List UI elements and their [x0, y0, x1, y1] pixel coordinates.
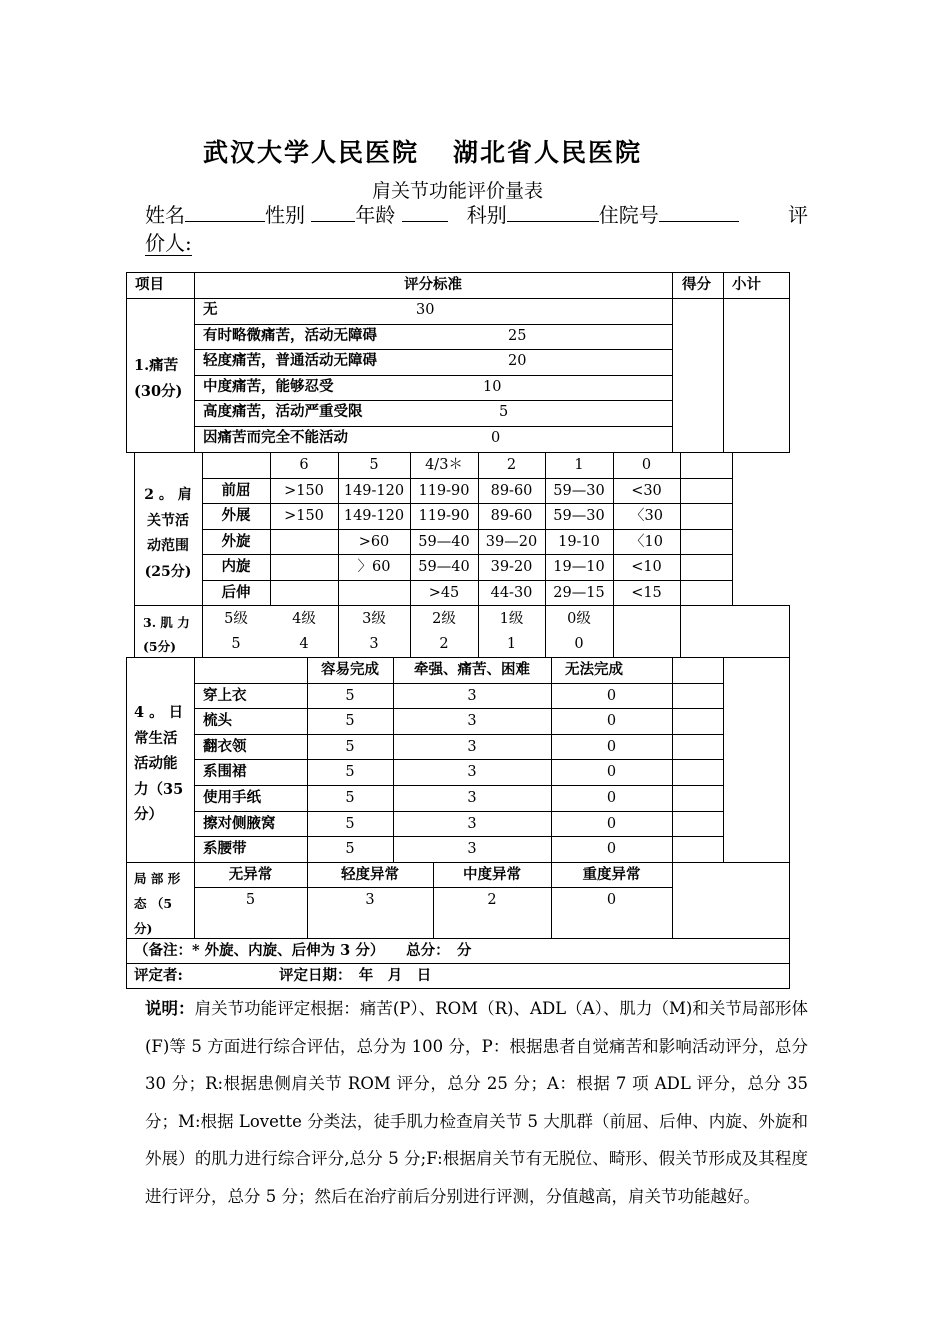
rom-score-header: 1	[574, 457, 584, 473]
strength-score: 4	[299, 636, 309, 652]
notes-lead: 说明：	[145, 999, 195, 1018]
adl-value: 0	[606, 790, 617, 806]
rom-label-line: (25分)	[144, 563, 192, 580]
rom-value: 39—20	[485, 534, 538, 550]
adl-task: 翻衣领	[203, 738, 247, 755]
adl-value: 5	[345, 790, 355, 806]
evaluator-label-2: 价人:	[145, 231, 192, 255]
strength-grade: 4级	[292, 611, 316, 627]
form-header: 重度异常	[582, 866, 641, 883]
rom-score-header: 2	[506, 457, 517, 473]
rom-value: 19—10	[553, 559, 605, 575]
form-header: 中度异常	[463, 866, 521, 883]
pain-score-4: 5	[499, 404, 509, 420]
form-title: 肩关节功能评价量表	[372, 180, 544, 202]
rom-value: 89-60	[490, 508, 533, 524]
pain-desc-4: 高度痛苦，活动严重受限	[203, 403, 363, 420]
form-label	[134, 866, 180, 941]
adl-value: 3	[467, 790, 477, 806]
age-label: 年龄	[355, 203, 396, 227]
strength-label-line: (5分)	[143, 639, 177, 654]
evaluator-label-1: 评	[788, 203, 808, 227]
rom-value: <30	[631, 483, 662, 499]
adl-task: 系腰带	[203, 840, 247, 857]
hospital-name-1: 武汉大学人民医院	[203, 138, 420, 167]
adl-label-line: 活动能	[134, 755, 178, 772]
rom-value: >60	[358, 534, 390, 550]
rom-value: 29—15	[553, 585, 605, 601]
adl-value: 5	[345, 841, 355, 857]
adl-label	[134, 700, 183, 828]
rom-value: <10	[631, 559, 662, 575]
strength-grade: 5级	[224, 611, 248, 627]
rom-value: 119-90	[418, 483, 470, 499]
rom-motion: 外展	[221, 507, 251, 524]
adl-task: 穿上衣	[203, 687, 247, 704]
strength-grade: 0级	[567, 611, 591, 627]
rom-label-line: 关节活	[147, 512, 189, 529]
rom-score-header: 4/3＊	[425, 457, 463, 473]
pain-score-2: 20	[508, 353, 527, 369]
form-label-line: 局 部 形	[134, 871, 181, 886]
form-header: 无异常	[228, 866, 273, 883]
rom-value: >150	[284, 508, 324, 524]
rom-score-header: 5	[369, 457, 379, 473]
adl-label-line: 分）	[134, 806, 163, 823]
adl-value: 0	[606, 841, 617, 857]
header-item: 项目	[135, 276, 164, 293]
adl-value: 0	[606, 739, 617, 755]
adl-header: 容易完成	[321, 661, 379, 678]
adl-value: 3	[467, 713, 477, 729]
rom-value: 149-120	[343, 483, 405, 499]
rom-score-header: 0	[641, 457, 652, 473]
sex-label: 性别	[265, 203, 305, 227]
strength-score: 2	[439, 636, 449, 652]
remark-row: （备注：* 外旋、内旋、后伸为 3 分） 总分： 分	[134, 942, 472, 959]
rom-value: 59—30	[553, 508, 605, 524]
adl-task: 系围裙	[203, 763, 247, 780]
notes-paragraph	[145, 990, 808, 1215]
rom-value: >150	[284, 483, 324, 499]
adl-value: 3	[467, 688, 477, 704]
header-criteria: 评分标准	[404, 276, 462, 293]
adl-header: 无法完成	[565, 661, 623, 678]
rom-motion: 内旋	[221, 558, 251, 575]
rom-value: 44-30	[490, 585, 533, 601]
adl-task: 梳头	[203, 712, 232, 729]
rom-motion: 外旋	[221, 533, 251, 550]
pain-desc-1: 有时略微痛苦，活动无障碍	[203, 327, 377, 344]
strength-score: 1	[506, 636, 517, 652]
form-header: 轻度异常	[341, 866, 399, 883]
strength-grade: 3级	[362, 611, 386, 627]
adl-value: 5	[345, 739, 355, 755]
eval-date-label: 评定日期： 年 月 日	[279, 967, 432, 984]
strength-score: 0	[574, 636, 584, 652]
pain-score-3: 10	[483, 379, 502, 395]
form-value: 2	[487, 892, 497, 908]
rom-value: 89-60	[490, 483, 533, 499]
header-score: 得分	[682, 276, 711, 293]
rom-label	[134, 483, 202, 585]
rom-value: 〉60	[357, 559, 391, 575]
adl-task: 擦对侧腋窝	[203, 815, 276, 832]
adl-header: 牵强、痛苦、困难	[414, 661, 530, 678]
adl-label-line: 常生活	[134, 729, 178, 747]
pain-score-5: 0	[491, 430, 501, 446]
adl-value: 5	[345, 816, 355, 832]
adl-value: 5	[345, 764, 355, 780]
adl-value: 0	[606, 764, 617, 780]
form-value: 3	[365, 892, 375, 908]
form-value: 5	[245, 892, 256, 908]
pain-desc-0: 无	[203, 301, 218, 318]
adl-value: 5	[345, 688, 355, 704]
hospital-name-2: 湖北省人民医院	[453, 138, 643, 167]
adl-task: 使用手纸	[203, 789, 261, 806]
rom-value: <15	[631, 585, 662, 601]
pain-score-1: 25	[508, 328, 527, 344]
notes-text: 肩关节功能评定根据：痛苦(P）、ROM（R)、ADL（A）、肌力（M)和关节局部形体(F)等 5 方面进行综合评估，总分为 100 分，P：根据患者自觉痛苦和影响活动评分，总分 30 分；R:根据患侧肩关节 ROM 评分，总分 25 分；A：根据 7 项 ADL 评分，总分 35 分；M:根据 Lovette 分类法，徒手肌力检查肩关节 5 大肌群（前屈、后伸、内旋、外旋和外展）的肌力进行综合评分,总分 5 分;F:根据肩关节有无脱位、畸形、假关节形成及其程度进行评分，总分 5 分；然后在治疗前后分别进行评测，分值越高，肩关节功能越好。	[145, 999, 808, 1206]
adl-value: 0	[606, 713, 617, 729]
name-label: 姓名	[145, 203, 185, 227]
pain-desc-3: 中度痛苦，能够忍受	[203, 378, 334, 395]
rom-value: 〈10	[630, 534, 663, 550]
adl-value: 0	[606, 688, 617, 704]
rom-value: 19-10	[558, 534, 600, 550]
pain-label	[134, 353, 182, 405]
evaluator-label: 评定者:	[134, 967, 183, 984]
rom-label-line: 2 。 肩	[144, 487, 192, 503]
rom-motion: 前屈	[221, 482, 251, 499]
form-value: 0	[606, 892, 617, 908]
adl-value: 3	[467, 739, 477, 755]
rom-label-line: 动范围	[147, 538, 189, 554]
strength-score: 5	[231, 636, 241, 652]
header-subtotal: 小计	[732, 276, 761, 293]
strength-grade: 1级	[499, 611, 524, 627]
adl-value: 3	[467, 816, 477, 832]
inpatient-label: 住院号	[598, 203, 659, 227]
strength-grade: 2级	[432, 611, 456, 627]
rom-value: 39-20	[490, 559, 533, 575]
adl-value: 3	[467, 764, 477, 780]
pain-score-0: 30	[416, 302, 435, 318]
pain-label-line1: 1.痛苦	[134, 357, 179, 374]
rom-value: 59—40	[418, 559, 470, 575]
adl-label-line: 力（35	[134, 780, 184, 798]
form-label-line: 分)	[134, 921, 153, 936]
rom-value: 59—30	[553, 483, 605, 499]
adl-value: 3	[467, 841, 477, 857]
pain-desc-5: 因痛苦而完全不能活动	[203, 429, 348, 446]
strength-label	[143, 611, 190, 659]
rom-score-header: 6	[299, 457, 309, 473]
strength-label-line: 3. 肌 力	[143, 615, 190, 630]
rom-value: 119-90	[418, 508, 470, 524]
strength-score: 3	[369, 636, 379, 652]
adl-value: 5	[345, 713, 355, 729]
rom-value: 59—40	[418, 534, 470, 550]
rom-value: 〈30	[630, 508, 663, 524]
dept-label: 科别	[466, 203, 507, 227]
pain-label-line2: (30分)	[134, 383, 183, 400]
pain-desc-2: 轻度痛苦，普通活动无障碍	[203, 352, 377, 369]
adl-value: 0	[606, 816, 617, 832]
rom-motion: 后伸	[221, 584, 251, 601]
rom-value: 149-120	[343, 508, 405, 524]
adl-label-line: 4 。 日	[134, 704, 184, 721]
form-label-line: 态 （5	[134, 896, 173, 911]
rom-value: >45	[428, 585, 460, 601]
